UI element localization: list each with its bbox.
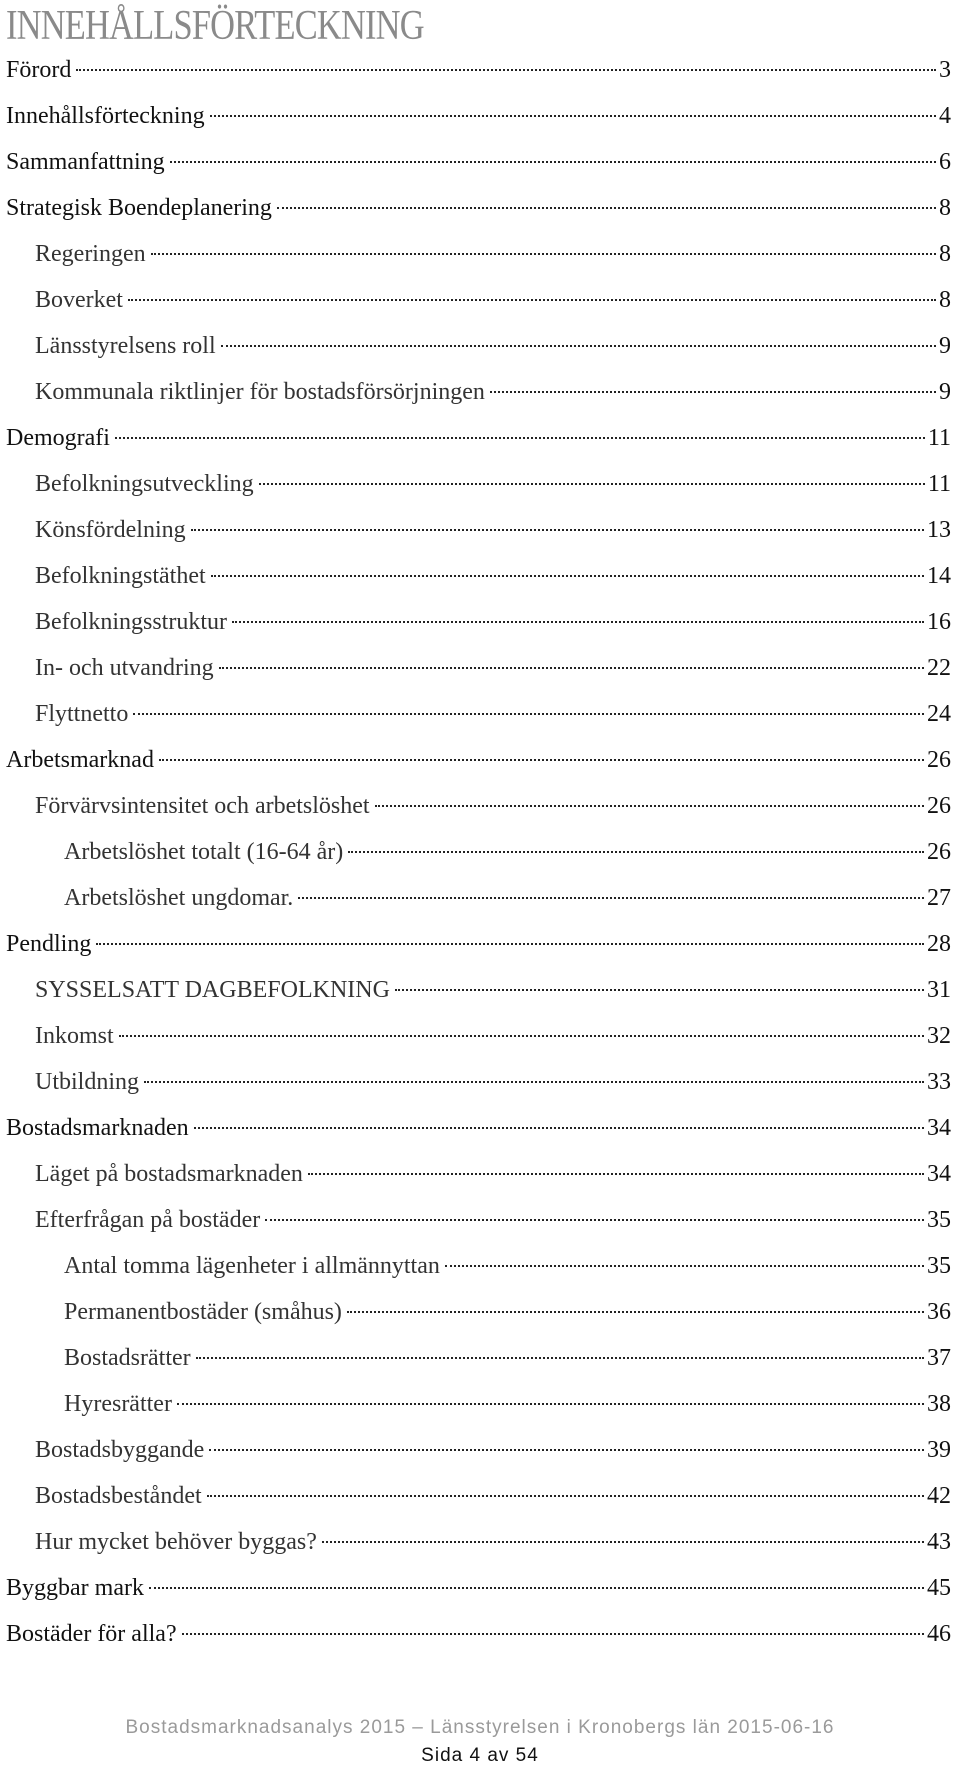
toc-dot-leader: [119, 1035, 924, 1037]
toc-entry[interactable]: [6, 1059, 951, 1105]
toc-dot-leader: [348, 851, 924, 853]
toc-entry-title: Hyresrätter: [64, 1391, 172, 1417]
toc-entry-title: Innehållsförteckning: [6, 103, 205, 129]
toc-entry-page-number: 31: [927, 977, 951, 1003]
toc-entry[interactable]: [6, 1289, 951, 1335]
toc-entry-title: Bostäder för alla?: [6, 1621, 177, 1647]
toc-entry-title: Hur mycket behöver byggas?: [35, 1529, 317, 1555]
toc-entry[interactable]: [6, 967, 951, 1013]
toc-entry-title: Länsstyrelsens roll: [35, 333, 216, 359]
toc-entry[interactable]: [6, 369, 951, 415]
toc-entry-title: Regeringen: [35, 241, 146, 267]
toc-entry[interactable]: [6, 691, 951, 737]
toc-entry[interactable]: [6, 323, 951, 369]
toc-entry[interactable]: [6, 1611, 951, 1657]
toc-entry[interactable]: [6, 461, 951, 507]
toc-entry-page-number: 34: [927, 1115, 951, 1141]
toc-dot-leader: [209, 1449, 924, 1451]
toc-entry-title: Bostadsbeståndet: [35, 1483, 202, 1509]
toc-entry[interactable]: [6, 1427, 951, 1473]
toc-entry-page-number: 26: [927, 747, 951, 773]
toc-entry-title: SYSSELSATT DAGBEFOLKNING: [35, 977, 390, 1003]
toc-entry[interactable]: [6, 1335, 951, 1381]
toc-entry-title: Bostadsrätter: [64, 1345, 191, 1371]
toc-entry-page-number: 39: [927, 1437, 951, 1463]
toc-entry[interactable]: [6, 1197, 951, 1243]
toc-dot-leader: [177, 1403, 924, 1405]
toc-entry-title: Antal tomma lägenheter i allmännyttan: [64, 1253, 440, 1279]
toc-dot-leader: [128, 299, 936, 301]
toc-entry-title: Bostadsbyggande: [35, 1437, 205, 1463]
toc-entry-page-number: 32: [927, 1023, 951, 1049]
toc-entry-title: Strategisk Boendeplanering: [6, 195, 272, 221]
toc-entry[interactable]: [6, 1381, 951, 1427]
toc-entry-page-number: 28: [927, 931, 951, 957]
toc-entry-title: In- och utvandring: [35, 655, 214, 681]
toc-entry[interactable]: [6, 645, 951, 691]
toc-entry[interactable]: [6, 415, 951, 461]
toc-dot-leader: [144, 1081, 924, 1083]
toc-dot-leader: [298, 897, 924, 899]
toc-entry-page-number: 27: [927, 885, 951, 911]
toc-entry-title: Arbetslöshet ungdomar.: [64, 885, 294, 911]
toc-entry-page-number: 42: [927, 1483, 951, 1509]
toc-entry-page-number: 6: [939, 149, 951, 175]
toc-entry-title: Befolkningstäthet: [35, 563, 206, 589]
toc-dot-leader: [182, 1633, 924, 1635]
toc-dot-leader: [221, 345, 936, 347]
toc-entry-page-number: 9: [939, 333, 951, 359]
toc-entry-page-number: 43: [927, 1529, 951, 1555]
toc-dot-leader: [194, 1127, 924, 1129]
toc-dot-leader: [322, 1541, 924, 1543]
toc-dot-leader: [191, 529, 924, 531]
toc-entry[interactable]: [6, 829, 951, 875]
toc-entry-title: Boverket: [35, 287, 123, 313]
toc-entry-title: Byggbar mark: [6, 1575, 144, 1601]
toc-dot-leader: [133, 713, 924, 715]
toc-entry[interactable]: [6, 185, 951, 231]
toc-dot-leader: [277, 207, 936, 209]
toc-dot-leader: [159, 759, 924, 761]
toc-entry-page-number: 13: [927, 517, 951, 543]
toc-entry[interactable]: [6, 921, 951, 967]
toc-entry[interactable]: [6, 1105, 951, 1151]
toc-dot-leader: [149, 1587, 924, 1589]
toc-entry-page-number: 8: [939, 195, 951, 221]
toc-entry-page-number: 26: [927, 839, 951, 865]
toc-entry[interactable]: [6, 1243, 951, 1289]
toc-entry-title: Befolkningsutveckling: [35, 471, 254, 497]
toc-entry-title: Pendling: [6, 931, 92, 957]
toc-entry-page-number: 8: [939, 241, 951, 267]
toc-entry-page-number: 11: [927, 471, 951, 497]
toc-dot-leader: [347, 1311, 924, 1313]
toc-dot-leader: [170, 161, 936, 163]
toc-entry-page-number: 38: [927, 1391, 951, 1417]
toc-dot-leader: [115, 437, 925, 439]
toc-entry-title: Förvärvsintensitet och arbetslöshet: [35, 793, 370, 819]
toc-dot-leader: [96, 943, 924, 945]
toc-entry-page-number: 11: [927, 425, 951, 451]
toc-dot-leader: [259, 483, 925, 485]
toc-entry-page-number: 45: [927, 1575, 951, 1601]
toc-entry-page-number: 3: [939, 57, 951, 83]
toc-entry-page-number: 34: [927, 1161, 951, 1187]
toc-entry-page-number: 35: [927, 1207, 951, 1233]
toc-entry-title: Bostadsmarknaden: [6, 1115, 189, 1141]
toc-entry[interactable]: [6, 553, 951, 599]
toc-entry-page-number: 24: [927, 701, 951, 727]
toc-dot-leader: [211, 575, 924, 577]
toc-entry[interactable]: [6, 277, 951, 323]
toc-dot-leader: [395, 989, 924, 991]
toc-dot-leader: [219, 667, 924, 669]
toc-entry-page-number: 22: [927, 655, 951, 681]
toc-entry-title: Demografi: [6, 425, 110, 451]
toc-entry-title: Arbetslöshet totalt (16-64 år): [64, 839, 344, 865]
table-of-contents: [6, 47, 951, 1657]
toc-entry-page-number: 26: [927, 793, 951, 819]
toc-entry-page-number: 35: [927, 1253, 951, 1279]
toc-entry-page-number: 37: [927, 1345, 951, 1371]
toc-entry[interactable]: [6, 47, 951, 93]
toc-entry-page-number: 16: [927, 609, 951, 635]
toc-entry[interactable]: [6, 599, 951, 645]
toc-dot-leader: [210, 115, 936, 117]
toc-entry[interactable]: [6, 1565, 951, 1611]
toc-entry[interactable]: [6, 231, 951, 277]
footer-document-line: Bostadsmarknadsanalys 2015 – Länsstyrelsen i Kronobergs län 2015-06-16: [125, 1717, 835, 1738]
toc-entry-title: Efterfrågan på bostäder: [35, 1207, 261, 1233]
toc-entry[interactable]: [6, 139, 951, 185]
toc-entry-page-number: 33: [927, 1069, 951, 1095]
toc-entry-page-number: 8: [939, 287, 951, 313]
toc-dot-leader: [375, 805, 924, 807]
toc-entry[interactable]: [6, 1013, 951, 1059]
toc-entry-title: Sammanfattning: [6, 149, 165, 175]
toc-dot-leader: [76, 69, 936, 71]
toc-dot-leader: [445, 1265, 924, 1267]
footer-page-number: Sida 4 av 54: [421, 1745, 539, 1766]
toc-dot-leader: [308, 1173, 924, 1175]
toc-entry-title: Flyttnetto: [35, 701, 129, 727]
toc-dot-leader: [151, 253, 936, 255]
toc-entry-title: Förord: [6, 57, 72, 83]
toc-entry-title: Könsfördelning: [35, 517, 186, 543]
toc-entry[interactable]: [6, 783, 951, 829]
toc-entry[interactable]: [6, 737, 951, 783]
toc-dot-leader: [196, 1357, 924, 1359]
toc-entry-title: Utbildning: [35, 1069, 140, 1095]
toc-entry-title: Befolkningsstruktur: [35, 609, 227, 635]
toc-entry-title: Kommunala riktlinjer för bostadsförsörjningen: [35, 379, 485, 405]
toc-entry[interactable]: [6, 93, 951, 139]
toc-dot-leader: [207, 1495, 924, 1497]
toc-entry-title: Permanentbostäder (småhus): [64, 1299, 342, 1325]
toc-entry-page-number: 14: [927, 563, 951, 589]
toc-entry-page-number: 4: [939, 103, 951, 129]
page-title: INNEHÅLLSFÖRTECKNING: [6, 3, 424, 49]
toc-dot-leader: [490, 391, 936, 393]
toc-entry-page-number: 36: [927, 1299, 951, 1325]
toc-entry[interactable]: [6, 1519, 951, 1565]
toc-entry-title: Inkomst: [35, 1023, 114, 1049]
toc-entry[interactable]: [6, 1473, 951, 1519]
toc-entry[interactable]: [6, 507, 951, 553]
toc-entry-title: Arbetsmarknad: [6, 747, 154, 773]
toc-entry-page-number: 9: [939, 379, 951, 405]
toc-dot-leader: [265, 1219, 924, 1221]
toc-entry[interactable]: [6, 875, 951, 921]
toc-dot-leader: [232, 621, 924, 623]
toc-entry-page-number: 46: [927, 1621, 951, 1647]
toc-entry[interactable]: [6, 1151, 951, 1197]
toc-entry-title: Läget på bostadsmarknaden: [35, 1161, 303, 1187]
